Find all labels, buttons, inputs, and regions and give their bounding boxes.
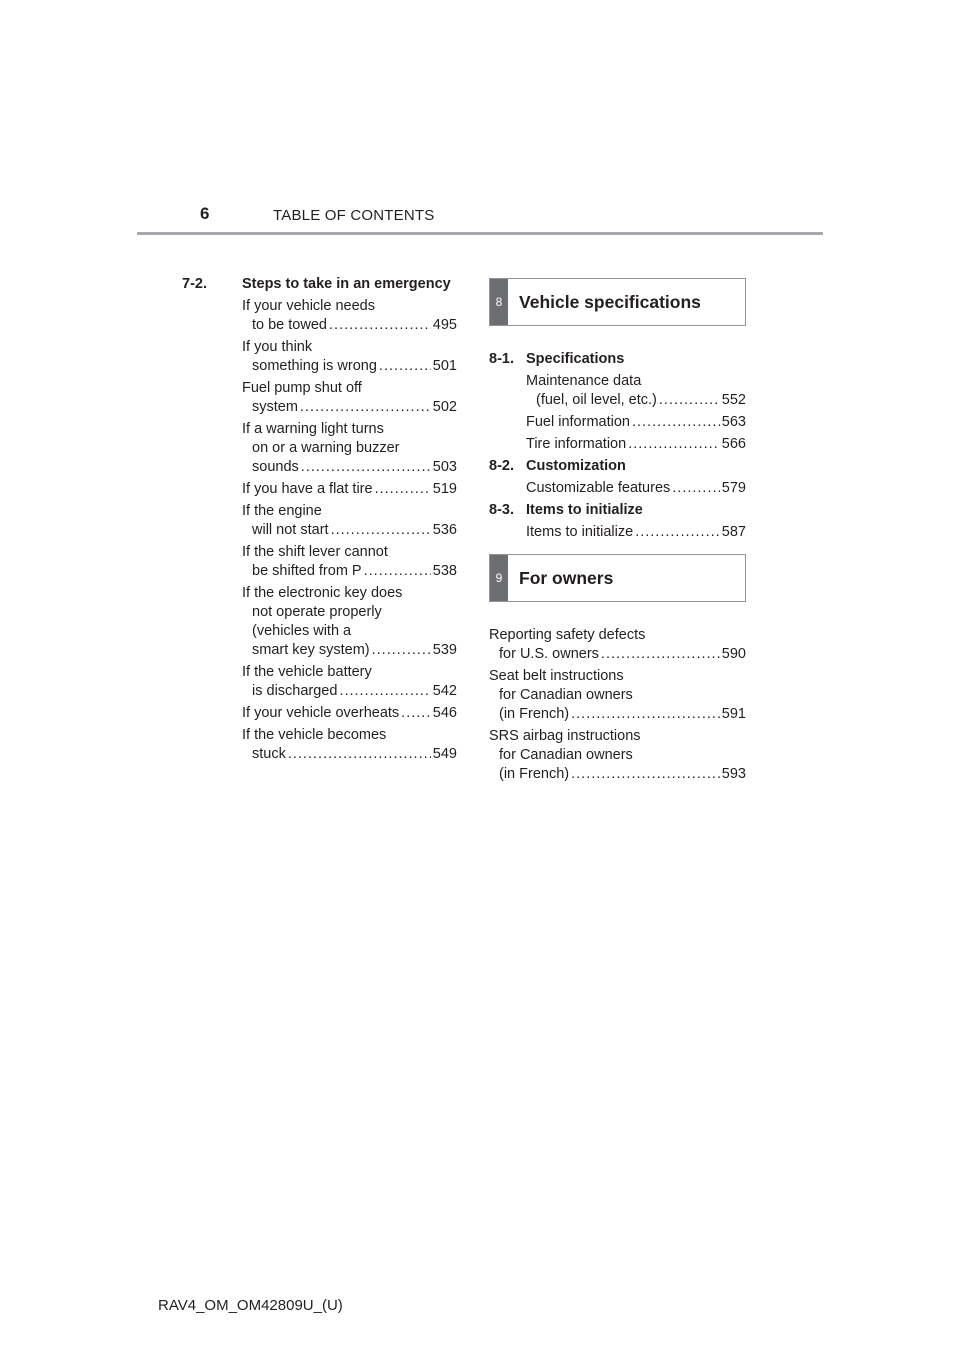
page-reference[interactable]: 549 <box>432 746 457 762</box>
toc-entry-text: Items to initialize <box>526 524 634 540</box>
page-reference[interactable]: 502 <box>432 399 457 415</box>
toc-entry-line: on or a warning buzzer <box>252 440 400 456</box>
toc-entry[interactable] <box>526 479 746 498</box>
toc-entry-line: SRS airbag instructions <box>489 728 641 744</box>
toc-entry-line: for Canadian owners <box>499 747 633 763</box>
section-number: 8-2. <box>489 458 514 474</box>
toc-entry-line: Reporting safety defects <box>489 627 646 643</box>
toc-entry-leader-line <box>242 398 457 417</box>
section-title: Items to initialize <box>526 502 643 518</box>
toc-entry-line: If a warning light turns <box>242 421 384 437</box>
page-number: 6 <box>200 204 210 223</box>
toc-entry-line: not operate properly <box>252 604 382 620</box>
toc-entry-text: will not start <box>252 522 329 538</box>
page-reference[interactable]: 501 <box>432 358 457 374</box>
toc-entry[interactable] <box>489 667 746 724</box>
toc-entry-line: Fuel pump shut off <box>242 380 362 396</box>
toc-entry[interactable] <box>526 435 746 454</box>
chapter-8-box[interactable] <box>489 278 746 326</box>
page-reference[interactable]: 536 <box>432 522 457 538</box>
dot-leader <box>364 562 431 581</box>
right-column <box>489 278 746 787</box>
document-code: RAV4_OM_OM42809U_(U) <box>158 1297 343 1314</box>
page-reference[interactable]: 542 <box>432 683 457 699</box>
section-title: Specifications <box>526 351 625 367</box>
toc-entry-leader-line <box>526 523 746 542</box>
page-reference[interactable]: 503 <box>432 459 457 475</box>
toc-entry-text: Customizable features <box>526 480 671 496</box>
owners-entries <box>489 626 746 784</box>
toc-entry[interactable] <box>242 584 457 660</box>
toc-entry-text: system <box>252 399 298 415</box>
page-reference[interactable]: 538 <box>432 563 457 579</box>
page-reference[interactable]: 593 <box>721 766 746 782</box>
toc-entry-text: smart key system) <box>252 642 370 658</box>
toc-entry-line: If the vehicle battery <box>242 664 372 680</box>
toc-entry-leader-line <box>526 479 746 498</box>
chapter-title: Vehicle specifications <box>519 291 701 312</box>
dot-leader <box>571 765 720 784</box>
toc-entry-leader-line <box>526 413 746 432</box>
dot-leader <box>372 641 431 660</box>
toc-entry[interactable] <box>526 413 746 432</box>
toc-entry-text: stuck <box>252 746 286 762</box>
toc-entry-line: If the engine <box>242 503 322 519</box>
section-number: 8-1. <box>489 351 514 367</box>
toc-entry[interactable] <box>489 727 746 784</box>
page-reference[interactable]: 579 <box>721 480 746 496</box>
toc-entry[interactable] <box>526 523 746 542</box>
page-reference[interactable]: 566 <box>721 436 746 452</box>
toc-entry[interactable] <box>242 543 457 581</box>
toc-entry-leader-line <box>242 458 457 477</box>
page-reference[interactable]: 590 <box>721 646 746 662</box>
section-heading-8-2[interactable] <box>489 457 746 476</box>
toc-entry-line: If the shift lever cannot <box>242 544 388 560</box>
dot-leader <box>301 458 431 477</box>
dot-leader <box>331 521 431 540</box>
toc-entry[interactable] <box>242 420 457 477</box>
left-column <box>182 275 457 767</box>
toc-entry[interactable] <box>242 726 457 764</box>
toc-entry-text: Tire information <box>526 436 627 452</box>
toc-entry-leader-line <box>242 682 457 701</box>
section-title: Steps to take in an emergency <box>242 276 451 292</box>
dot-leader <box>379 357 431 376</box>
toc-entry-line: If the vehicle becomes <box>242 727 387 743</box>
dot-leader <box>601 645 720 664</box>
page-reference[interactable]: 519 <box>432 481 457 497</box>
section-heading-7-2[interactable] <box>182 275 457 294</box>
toc-entry-text: be shifted from P <box>252 563 362 579</box>
dot-leader <box>628 435 720 454</box>
toc-entry-line: for Canadian owners <box>499 687 633 703</box>
dot-leader <box>300 398 431 417</box>
dot-leader <box>571 705 720 724</box>
toc-entry-leader-line <box>242 357 457 376</box>
toc-entry-text: (fuel, oil level, etc.) <box>536 392 657 408</box>
toc-entry[interactable] <box>242 379 457 417</box>
section-8-3-entries <box>489 523 746 542</box>
toc-entry-text: Fuel information <box>526 414 630 430</box>
dot-leader <box>375 480 431 499</box>
section-8-2-entries <box>489 479 746 498</box>
page-reference[interactable]: 591 <box>721 706 746 722</box>
toc-entry-leader-line <box>526 435 746 454</box>
toc-entry-leader-line <box>489 645 746 664</box>
toc-entry-line: If the electronic key does <box>242 585 403 601</box>
dot-leader <box>635 523 720 542</box>
page-reference[interactable]: 495 <box>432 317 457 333</box>
dot-leader <box>672 479 720 498</box>
toc-entry[interactable] <box>526 372 746 410</box>
header-rule <box>137 232 823 235</box>
toc-entry-leader-line <box>526 391 746 410</box>
toc-entry-line: Seat belt instructions <box>489 668 624 684</box>
section-number: 8-3. <box>489 502 514 518</box>
page-reference[interactable]: 587 <box>721 524 746 540</box>
toc-entry-leader-line <box>489 705 746 724</box>
toc-entry-text: If your vehicle overheats <box>242 705 400 721</box>
toc-entry-leader-line <box>242 704 457 723</box>
toc-entry-leader-line <box>242 562 457 581</box>
section-heading-8-3[interactable] <box>489 501 746 520</box>
dot-leader <box>632 413 720 432</box>
toc-entry-text: to be towed <box>252 317 327 333</box>
toc-entry[interactable] <box>242 480 457 499</box>
toc-entry-line: If you think <box>242 339 313 355</box>
toc-entry-leader-line <box>242 316 457 335</box>
page-reference[interactable]: 539 <box>432 642 457 658</box>
toc-entry-text: (in French) <box>499 766 570 782</box>
section-title: Customization <box>526 458 626 474</box>
toc-entry[interactable] <box>242 502 457 540</box>
dot-leader <box>329 316 431 335</box>
page-reference[interactable]: 552 <box>721 392 746 408</box>
section-8-1-entries <box>489 372 746 454</box>
dot-leader <box>401 704 431 723</box>
toc-entry[interactable] <box>242 663 457 701</box>
toc-entry-text: is discharged <box>252 683 338 699</box>
toc-entry[interactable] <box>489 626 746 664</box>
dot-leader <box>339 682 430 701</box>
page-reference[interactable]: 546 <box>432 705 457 721</box>
chapter-title: For owners <box>519 567 614 588</box>
toc-entry-line: (vehicles with a <box>252 623 352 639</box>
chapter-tab-number: 8 <box>495 295 503 309</box>
section-number: 7-2. <box>182 276 207 292</box>
section-heading-8-1[interactable] <box>489 350 746 369</box>
toc-entry-text: something is wrong <box>252 358 377 374</box>
toc-entry-text: If you have a flat tire <box>242 481 373 497</box>
toc-entry-text: sounds <box>252 459 299 475</box>
toc-entry-leader-line <box>242 745 457 764</box>
header-title: TABLE OF CONTENTS <box>273 207 435 224</box>
dot-leader <box>288 745 431 764</box>
toc-entry-text: (in French) <box>499 706 570 722</box>
toc-entry-line: If your vehicle needs <box>242 298 375 314</box>
page-reference[interactable]: 563 <box>721 414 746 430</box>
chapter-9-box[interactable] <box>489 554 746 602</box>
toc-entry[interactable] <box>242 338 457 376</box>
toc-entry-leader-line <box>242 480 457 499</box>
toc-entry-line: Maintenance data <box>526 373 642 389</box>
toc-entry[interactable] <box>242 297 457 335</box>
toc-entry[interactable] <box>242 704 457 723</box>
toc-entry-leader-line <box>242 521 457 540</box>
toc-entry-text: for U.S. owners <box>499 646 599 662</box>
toc-entry-leader-line <box>489 765 746 784</box>
left-entry-list <box>182 297 457 764</box>
dot-leader <box>659 391 720 410</box>
toc-entry-leader-line <box>242 641 457 660</box>
chapter-tab-number: 9 <box>495 571 503 585</box>
